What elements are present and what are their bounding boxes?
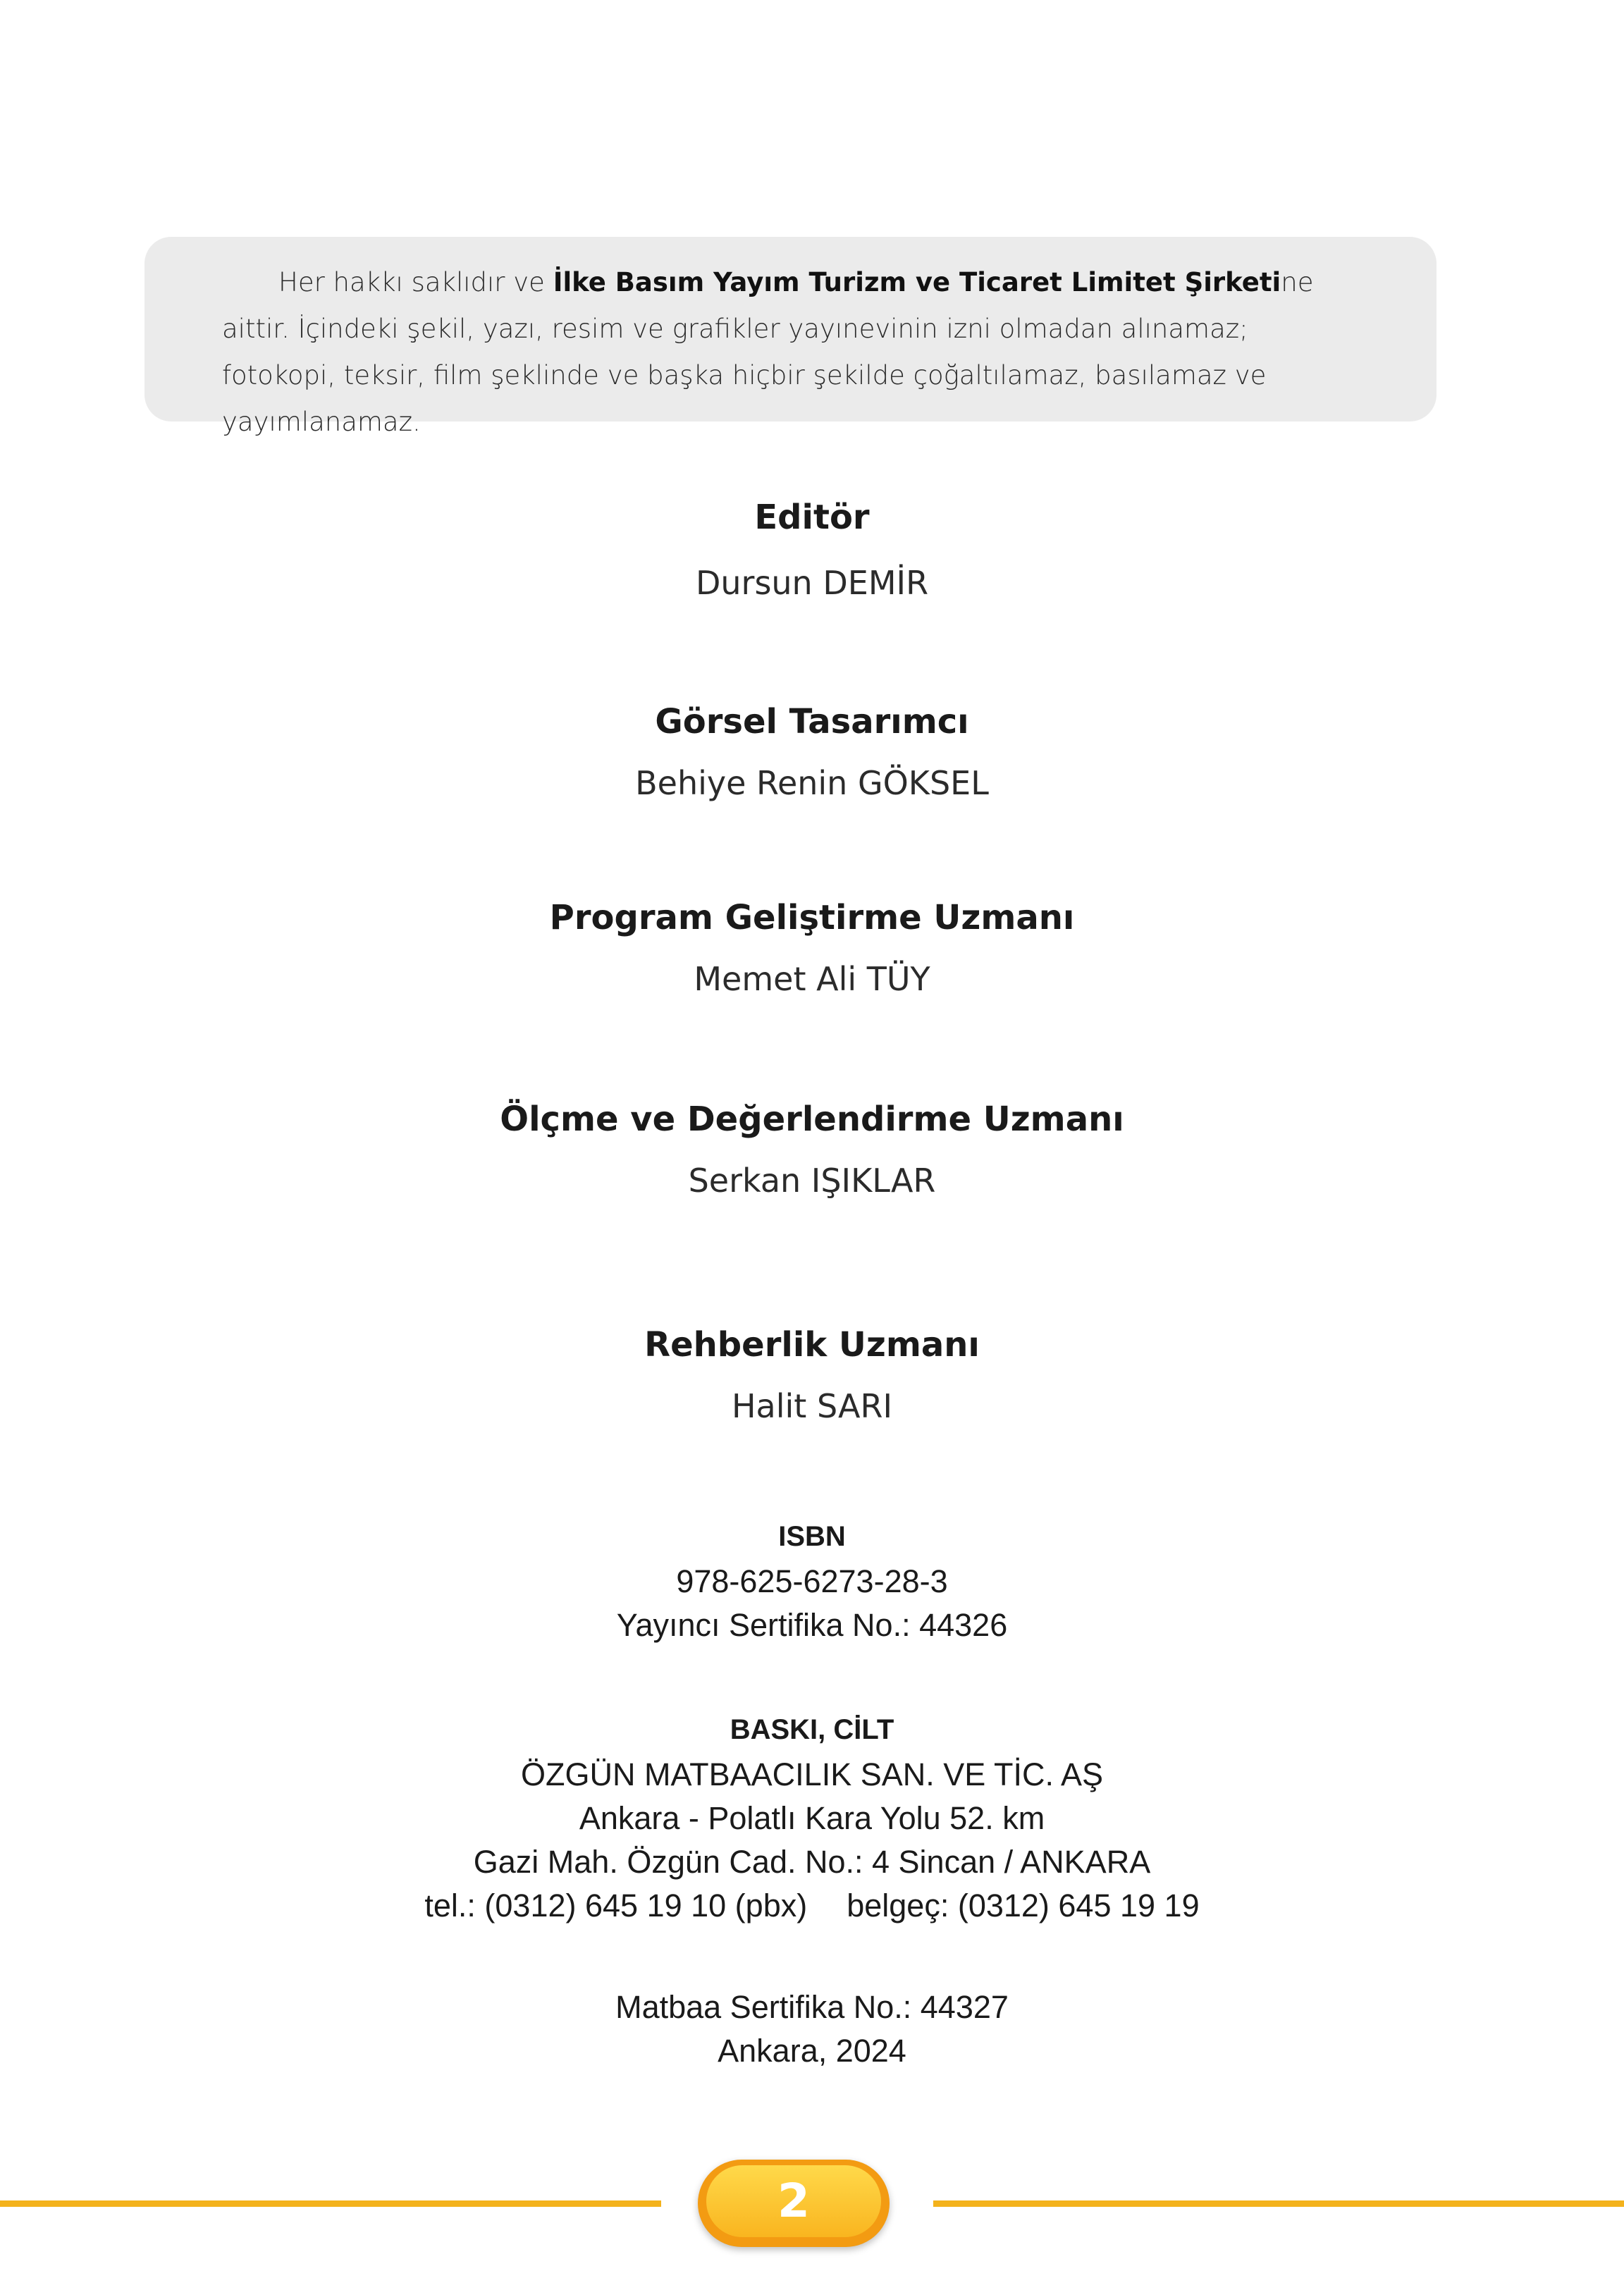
- printer-address-2: Gazi Mah. Özgün Cad. No.: 4 Sincan / ANKARA: [473, 1844, 1151, 1880]
- credit-role-designer: Görsel Tasarımcı: [655, 702, 969, 741]
- printer-tel: tel.: (0312) 645 19 10 (pbx): [424, 1888, 808, 1923]
- credit-name-guidance: Halit SARI: [731, 1387, 893, 1425]
- isbn-number: 978-625-6273-28-3: [676, 1563, 948, 1599]
- copyright-text: Her hakkı saklıdır ve İlke Basım Yayım Turizm ve Ticaret Limitet Şirketine aittir. İçindeki şekil, yazı, resim ve grafikler yayınevinin izni olmadan alınamaz; fotokopi, teksir, film şeklinde ve başka hiçbir şekilde çoğaltılamaz, basılamaz ve yayımlanamaz.: [222, 267, 1314, 437]
- copyright-notice: [144, 237, 1437, 437]
- page-number: 2: [706, 2165, 881, 2237]
- credit-name-designer: Behiye Renin GÖKSEL: [635, 764, 989, 802]
- printer-address-1: Ankara - Polatlı Kara Yolu 52. km: [579, 1800, 1045, 1836]
- credit-role-editor: Editör: [754, 498, 870, 537]
- printer-fax: belgeç: (0312) 645 19 19: [847, 1888, 1200, 1923]
- print-certificate: Matbaa Sertifika No.: 44327: [615, 1989, 1009, 2025]
- credit-name-assessment: Serkan IŞIKLAR: [688, 1162, 936, 1200]
- printer-name: ÖZGÜN MATBAACILIK SAN. VE TİC. AŞ: [520, 1756, 1104, 1792]
- credit-name-editor: Dursun DEMİR: [695, 564, 929, 602]
- printing-label: BASKI, CİLT: [730, 1714, 894, 1745]
- page-number-badge: [698, 2160, 890, 2247]
- footer-line-left: [0, 2200, 661, 2207]
- printer-contact: [0, 1888, 1624, 1924]
- credit-role-assessment: Ölçme ve Değerlendirme Uzmanı: [500, 1100, 1124, 1139]
- isbn-label: ISBN: [778, 1521, 846, 1552]
- publisher-name: İlke Basım Yayım Turizm ve Ticaret Limitet Şirketi: [553, 267, 1281, 297]
- credit-name-program: Memet Ali TÜY: [694, 960, 930, 998]
- credit-role-program: Program Geliştirme Uzmanı: [549, 898, 1075, 937]
- footer-line-right: [933, 2200, 1624, 2207]
- place-year: Ankara, 2024: [718, 2033, 906, 2069]
- publisher-certificate: Yayıncı Sertifika No.: 44326: [616, 1607, 1008, 1643]
- credit-role-guidance: Rehberlik Uzmanı: [644, 1325, 980, 1365]
